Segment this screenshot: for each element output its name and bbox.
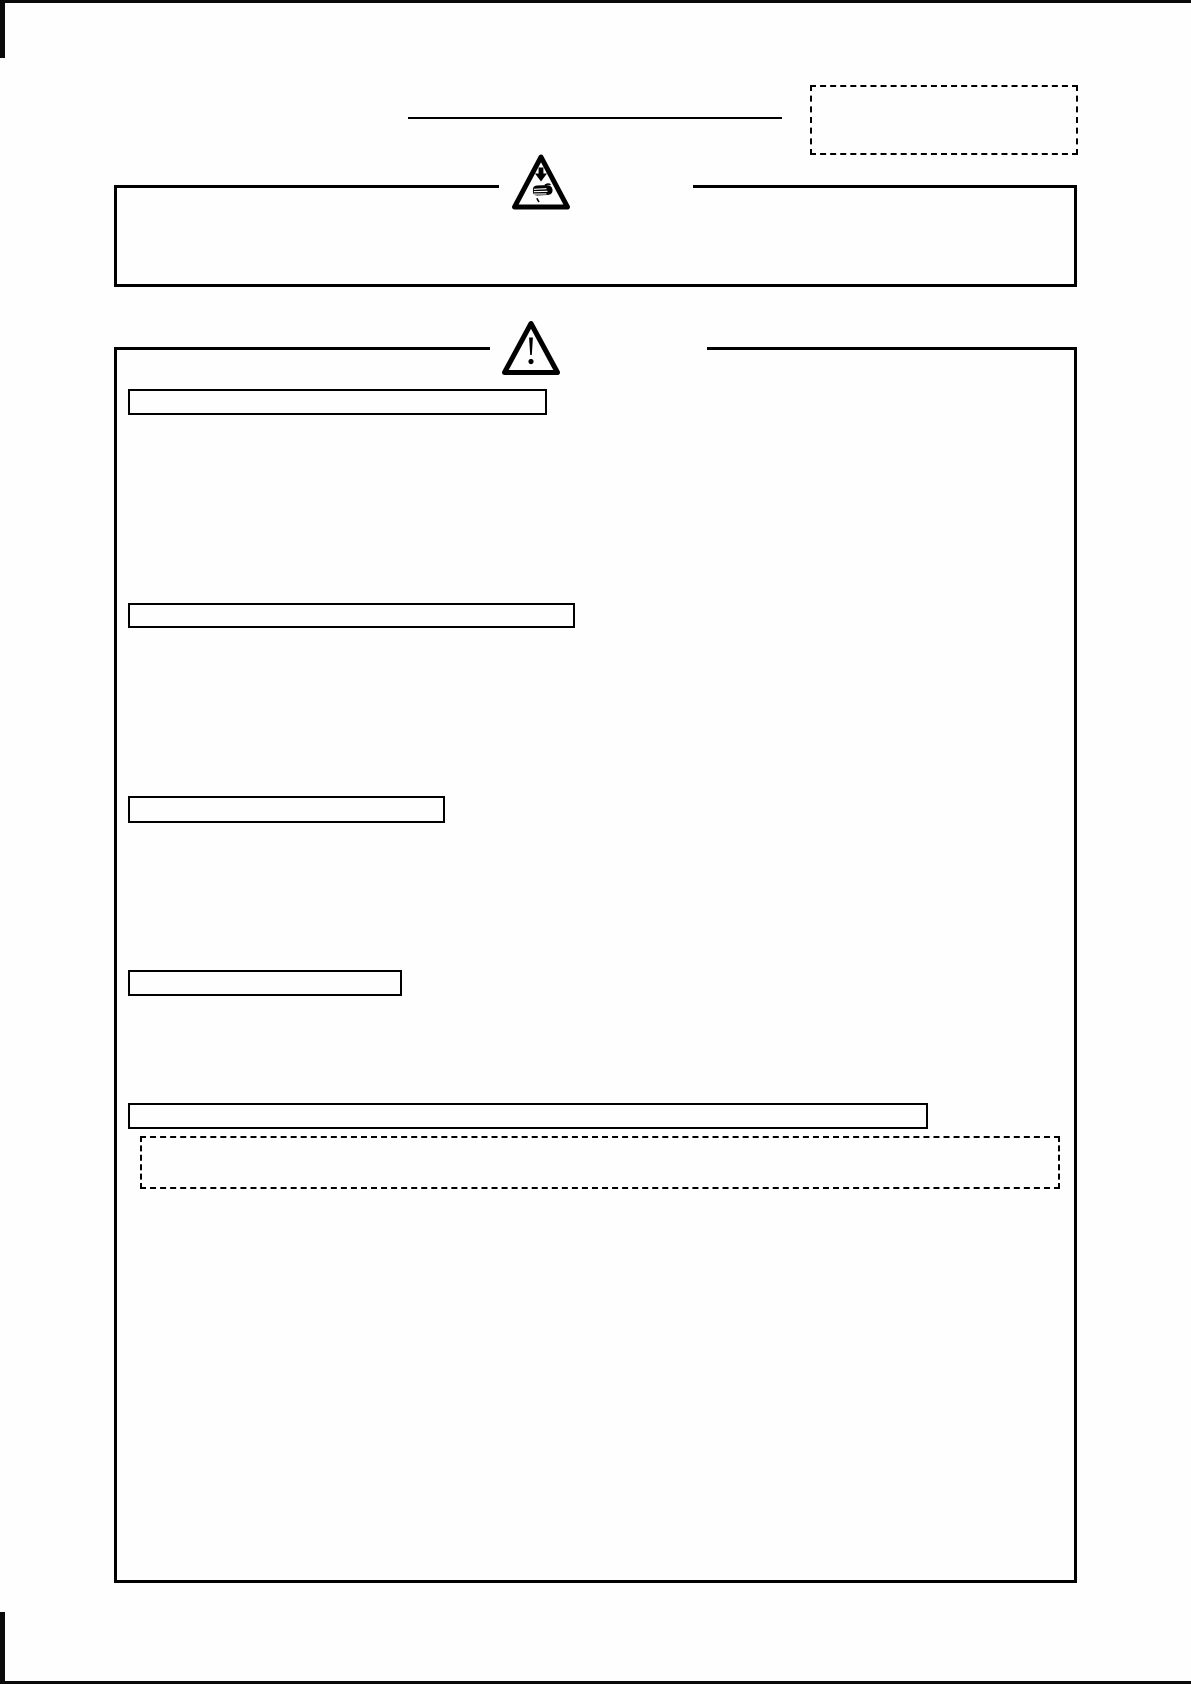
scan-artifact-top-edge	[0, 0, 1191, 3]
section-heading-box-2	[128, 603, 575, 628]
needle-hazard-warning-icon	[511, 153, 571, 211]
section-heading-box-1	[128, 389, 547, 415]
danger-banner-box	[114, 185, 1077, 287]
caution-section-box	[114, 347, 1077, 1583]
dashed-note-box-inline	[140, 1136, 1060, 1189]
exclamation-warning-icon	[501, 320, 561, 376]
section-heading-box-5	[128, 1103, 928, 1129]
scan-artifact-left-bottom	[0, 1612, 5, 1684]
title-underline	[408, 117, 782, 119]
section-heading-box-4	[128, 970, 402, 996]
scan-artifact-left-top	[0, 0, 5, 58]
section-heading-box-3	[128, 796, 445, 823]
dashed-label-box-top-right	[810, 85, 1078, 155]
